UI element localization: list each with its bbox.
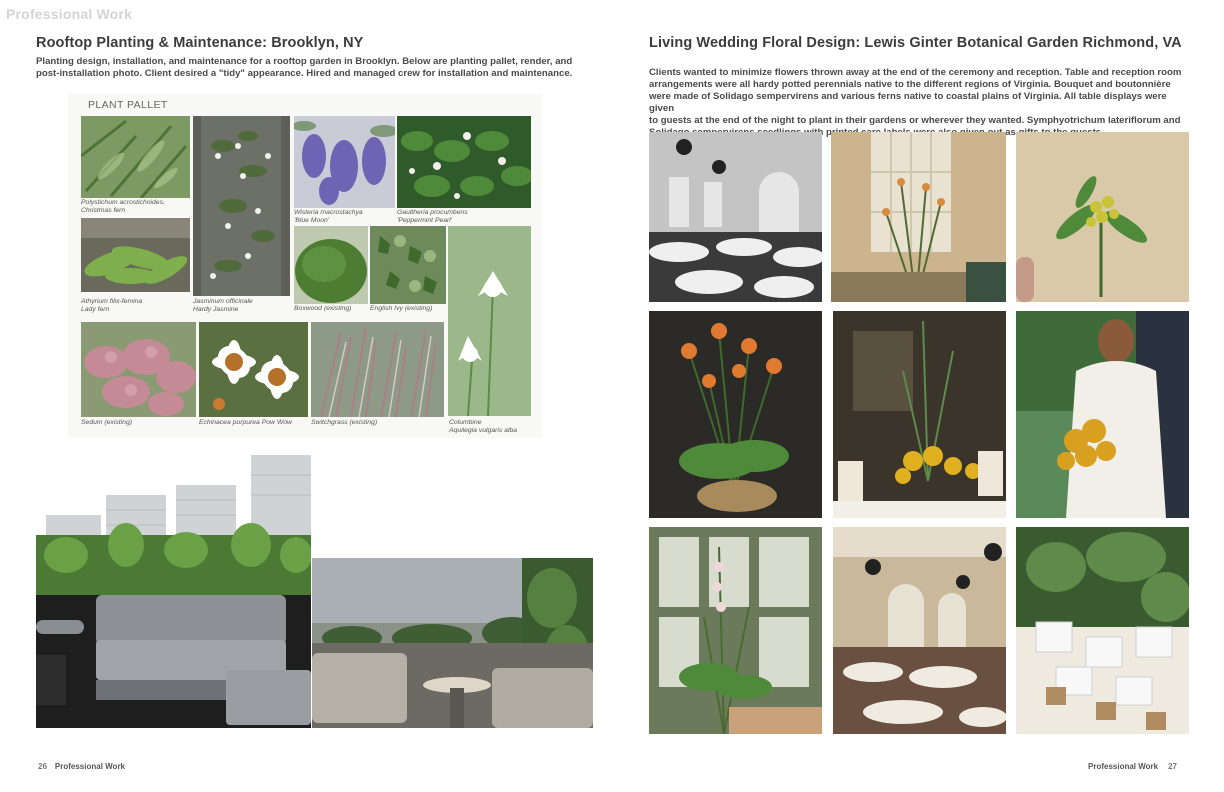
window-centerpiece-photo [649, 527, 822, 734]
lady-fern-photo [81, 218, 190, 292]
caption-line: Wisteria macrostachya [294, 209, 363, 216]
reception-hall-photo [833, 527, 1006, 734]
caption-line: Hardy Jasmine [193, 306, 239, 313]
right-description-line: to guests at the end of the night to plant in their gardens or wherever they wanted. Symphyotrichum lateriflorum and [649, 115, 1181, 126]
left-description-line: Planting design, installation, and maintenance for a rooftop garden in Brooklyn. Below are planting pallet, render, and [36, 56, 573, 67]
right-page-number: 27 [1168, 762, 1177, 771]
columbine-photo [448, 226, 531, 416]
section-tag: Professional Work [6, 6, 133, 22]
right-page-title: Living Wedding Floral Design: Lewis Ginter Botanical Garden Richmond, VA [649, 35, 1182, 51]
right-description-line: Clients wanted to minimize flowers thrown away at the end of the ceremony and reception. Table and reception room [649, 67, 1182, 78]
right-page-description [649, 67, 1194, 139]
boxwood-caption: Boxwood (existing) [294, 305, 352, 312]
reception-room-bw-photo [649, 132, 822, 302]
wisteria-photo [294, 116, 395, 208]
left-page-description [36, 56, 596, 80]
caption-line: Aquilegia vulgaris alba [449, 427, 518, 434]
left-description-line: post-installation photo. Client desired a "tidy" appearance. Hired and managed crew for installation and maintenance. [36, 68, 573, 79]
caption-line: 'Blue Moon' [294, 217, 330, 224]
english-ivy-photo [370, 226, 446, 304]
left-page-title: Rooftop Planting & Maintenance: Brooklyn, NY [36, 35, 364, 51]
rooftop-render-image [36, 455, 311, 728]
echinacea-caption: Echinacea purpurea Pow Wow [199, 419, 292, 426]
caption-line: Athyrium filix-femina [81, 298, 143, 305]
right-footer-label: Professional Work [1088, 762, 1159, 771]
left-footer [38, 762, 125, 771]
echinacea-centerpiece-photo [649, 311, 822, 518]
gaultheria-caption [397, 209, 468, 225]
lady-fern-caption [81, 298, 142, 314]
switchgrass-photo [311, 322, 444, 417]
caption-line: Jasminum officinale [193, 298, 253, 305]
caption-line: 'Peppermint Pearl' [397, 217, 453, 224]
caption-line: Christmas fern [81, 207, 126, 214]
right-description-line: arrangements were all hardy potted perennials native to the different regions of Virginia. Bouquet and boutonnière [649, 79, 1171, 90]
solidago-table-display-photo [833, 311, 1006, 518]
jasmine-photo [193, 116, 290, 296]
rooftop-post-installation-photo [312, 558, 593, 728]
echinacea-photo [199, 322, 308, 417]
english-ivy-caption: English Ivy (existing) [370, 305, 433, 312]
left-footer-label: Professional Work [54, 762, 125, 771]
christmas-fern-caption [81, 199, 165, 215]
boutonniere-photo [1016, 132, 1189, 302]
caption-line: Gaultheria procumbens [397, 209, 468, 216]
boxwood-photo [294, 226, 368, 304]
right-footer [1088, 762, 1185, 771]
table-centerpiece-photo [831, 132, 1006, 302]
bride-bouquet-photo [1016, 311, 1189, 518]
sedum-caption: Sedum (existing) [81, 419, 132, 426]
right-description-line: were made of Solidago sempervirens and various ferns native to coastal plains of Virginia. All table displays were given [649, 91, 1167, 114]
christmas-fern-photo [81, 116, 190, 198]
caption-line: Columbine [449, 419, 482, 426]
gaultheria-photo [397, 116, 531, 208]
left-page-number: 26 [38, 762, 47, 771]
caption-line: Lady fern [81, 306, 110, 313]
sedum-photo [81, 322, 196, 417]
seedling-gifts-photo [1016, 527, 1189, 734]
switchgrass-caption: Switchgrass (existing) [311, 419, 378, 426]
wisteria-caption [294, 209, 363, 225]
jasmine-caption [193, 298, 253, 314]
plant-pallet-title: PLANT PALLET [88, 99, 168, 111]
columbine-caption [449, 419, 517, 435]
right-description-line: as [1005, 127, 1016, 138]
caption-line: Polystichum acrostichoides, [81, 199, 165, 206]
